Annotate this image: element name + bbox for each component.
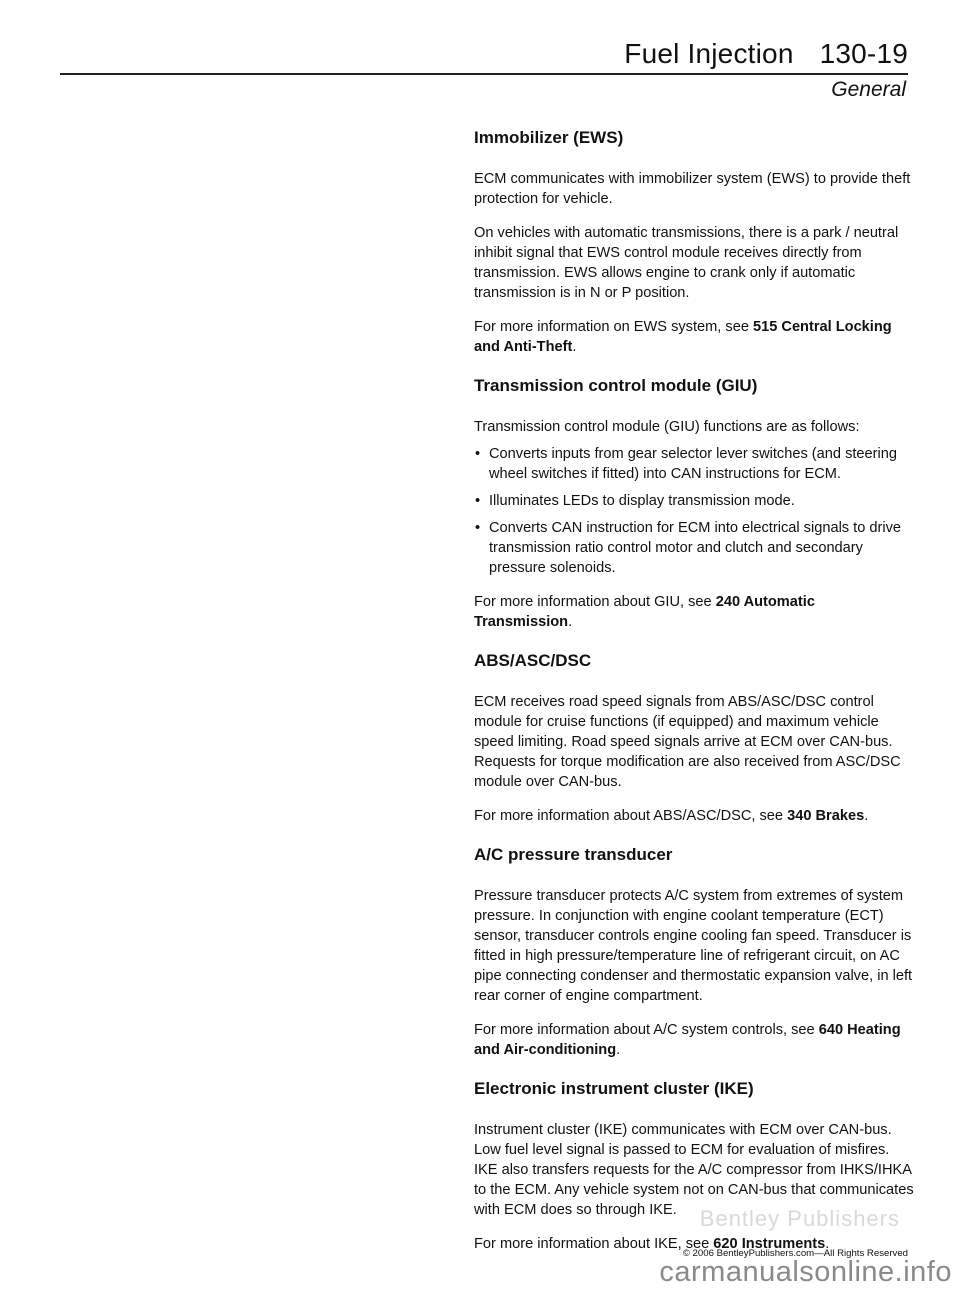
ref-text: For more information about GIU, see — [474, 594, 716, 610]
ref-link: 515 Central Locking and Anti-Theft — [474, 319, 892, 355]
ref-text: For more information on EWS system, see — [474, 319, 753, 335]
cross-reference — [474, 1020, 914, 1060]
ref-end: . — [568, 614, 573, 630]
publisher-watermark: Bentley Publishers — [699, 1206, 900, 1231]
ref-text: For more information about ABS/ASC/DSC, see — [474, 808, 788, 824]
ref-end: . — [572, 339, 577, 355]
paragraph: On vehicles with automatic transmissions, there is a park / neutral inhibit signal that EWS control module receives directly from transmission. EWS allows engine to crank only if automatic transmission is in N or P position. — [474, 225, 899, 301]
ref-link: 640 Heating and Air-conditioning — [474, 1022, 901, 1058]
section-heading: Immobilizer (EWS) — [474, 128, 624, 147]
cross-reference — [474, 317, 914, 357]
paragraph: ECM communicates with immobilizer system (EWS) to provide theft protection for vehicle. — [474, 171, 911, 207]
ref-link: 240 Automatic Transmission — [474, 594, 815, 630]
section-ac-pressure-transducer — [474, 844, 914, 1060]
ref-text: For more information about IKE, see — [474, 1236, 714, 1252]
paragraph: Instrument cluster (IKE) communicates with ECM over CAN-bus. Low fuel level signal is passed to ECM for evaluation of misfires. IKE also transfers requests for the A/C compressor from IHKS/IHKA to the ECM. Any vehicle system not on CAN-bus that communicates with ECM does so through IKE. — [474, 1122, 914, 1218]
cross-reference — [474, 806, 914, 826]
section-transmission-control-module — [474, 375, 914, 632]
ref-text: For more information about A/C system controls, see — [474, 1022, 819, 1038]
page-number: 130-19 — [819, 38, 908, 69]
paragraph: Pressure transducer protects A/C system from extremes of system pressure. In conjunction with engine coolant temperature (ECT) sensor, transducer controls engine cooling fan speed. Transducer is fitted in high pressure/temperature line of refrigerant circuit, on AC pipe connecting condenser and thermostatic expansion valve, in left rear corner of engine compartment. — [474, 888, 913, 1004]
ref-link: 620 Instruments — [713, 1236, 826, 1252]
site-watermark: carmanualsonline.info — [659, 1256, 952, 1288]
ref-end: . — [864, 808, 869, 824]
copyright-notice: © 2006 BentleyPublishers.com—All Rights Reserved — [682, 1248, 908, 1259]
section-title: Fuel Injection — [624, 38, 794, 69]
ref-link: 340 Brakes — [787, 808, 865, 824]
page-header-title — [624, 38, 908, 70]
bullet-list — [474, 444, 914, 578]
header-rule — [60, 73, 908, 75]
section-abs-asc-dsc — [474, 650, 914, 826]
section-heading: A/C pressure transducer — [474, 845, 673, 864]
cross-reference — [474, 592, 914, 632]
ref-end: . — [616, 1042, 621, 1058]
paragraph: ECM receives road speed signals from ABS/ASC/DSC control module for cruise functions (if equipped) and maximum vehicle speed limiting. Road speed signals arrive at ECM over CAN-bus. Requests for torque modification are also received from ASC/DSC module over CAN-bus. — [474, 694, 901, 790]
section-heading: ABS/ASC/DSC — [474, 651, 592, 670]
list-item: • Converts CAN instruction for ECM into electrical signals to drive transmission ratio control motor and clutch and secondary pressure solenoids. — [474, 518, 914, 578]
section-heading: Transmission control module (GIU) — [474, 376, 758, 395]
page-subtitle: General — [831, 78, 906, 101]
list-item: • Illuminates LEDs to display transmission mode. — [474, 491, 914, 511]
paragraph: Transmission control module (GIU) functions are as follows: — [474, 419, 860, 435]
list-item: • Converts inputs from gear selector lever switches (and steering wheel switches if fitted) into CAN instructions for ECM. — [474, 444, 914, 484]
ref-end: . — [825, 1236, 830, 1252]
section-immobilizer — [474, 127, 914, 357]
section-heading: Electronic instrument cluster (IKE) — [474, 1079, 754, 1098]
main-content — [474, 127, 914, 1272]
